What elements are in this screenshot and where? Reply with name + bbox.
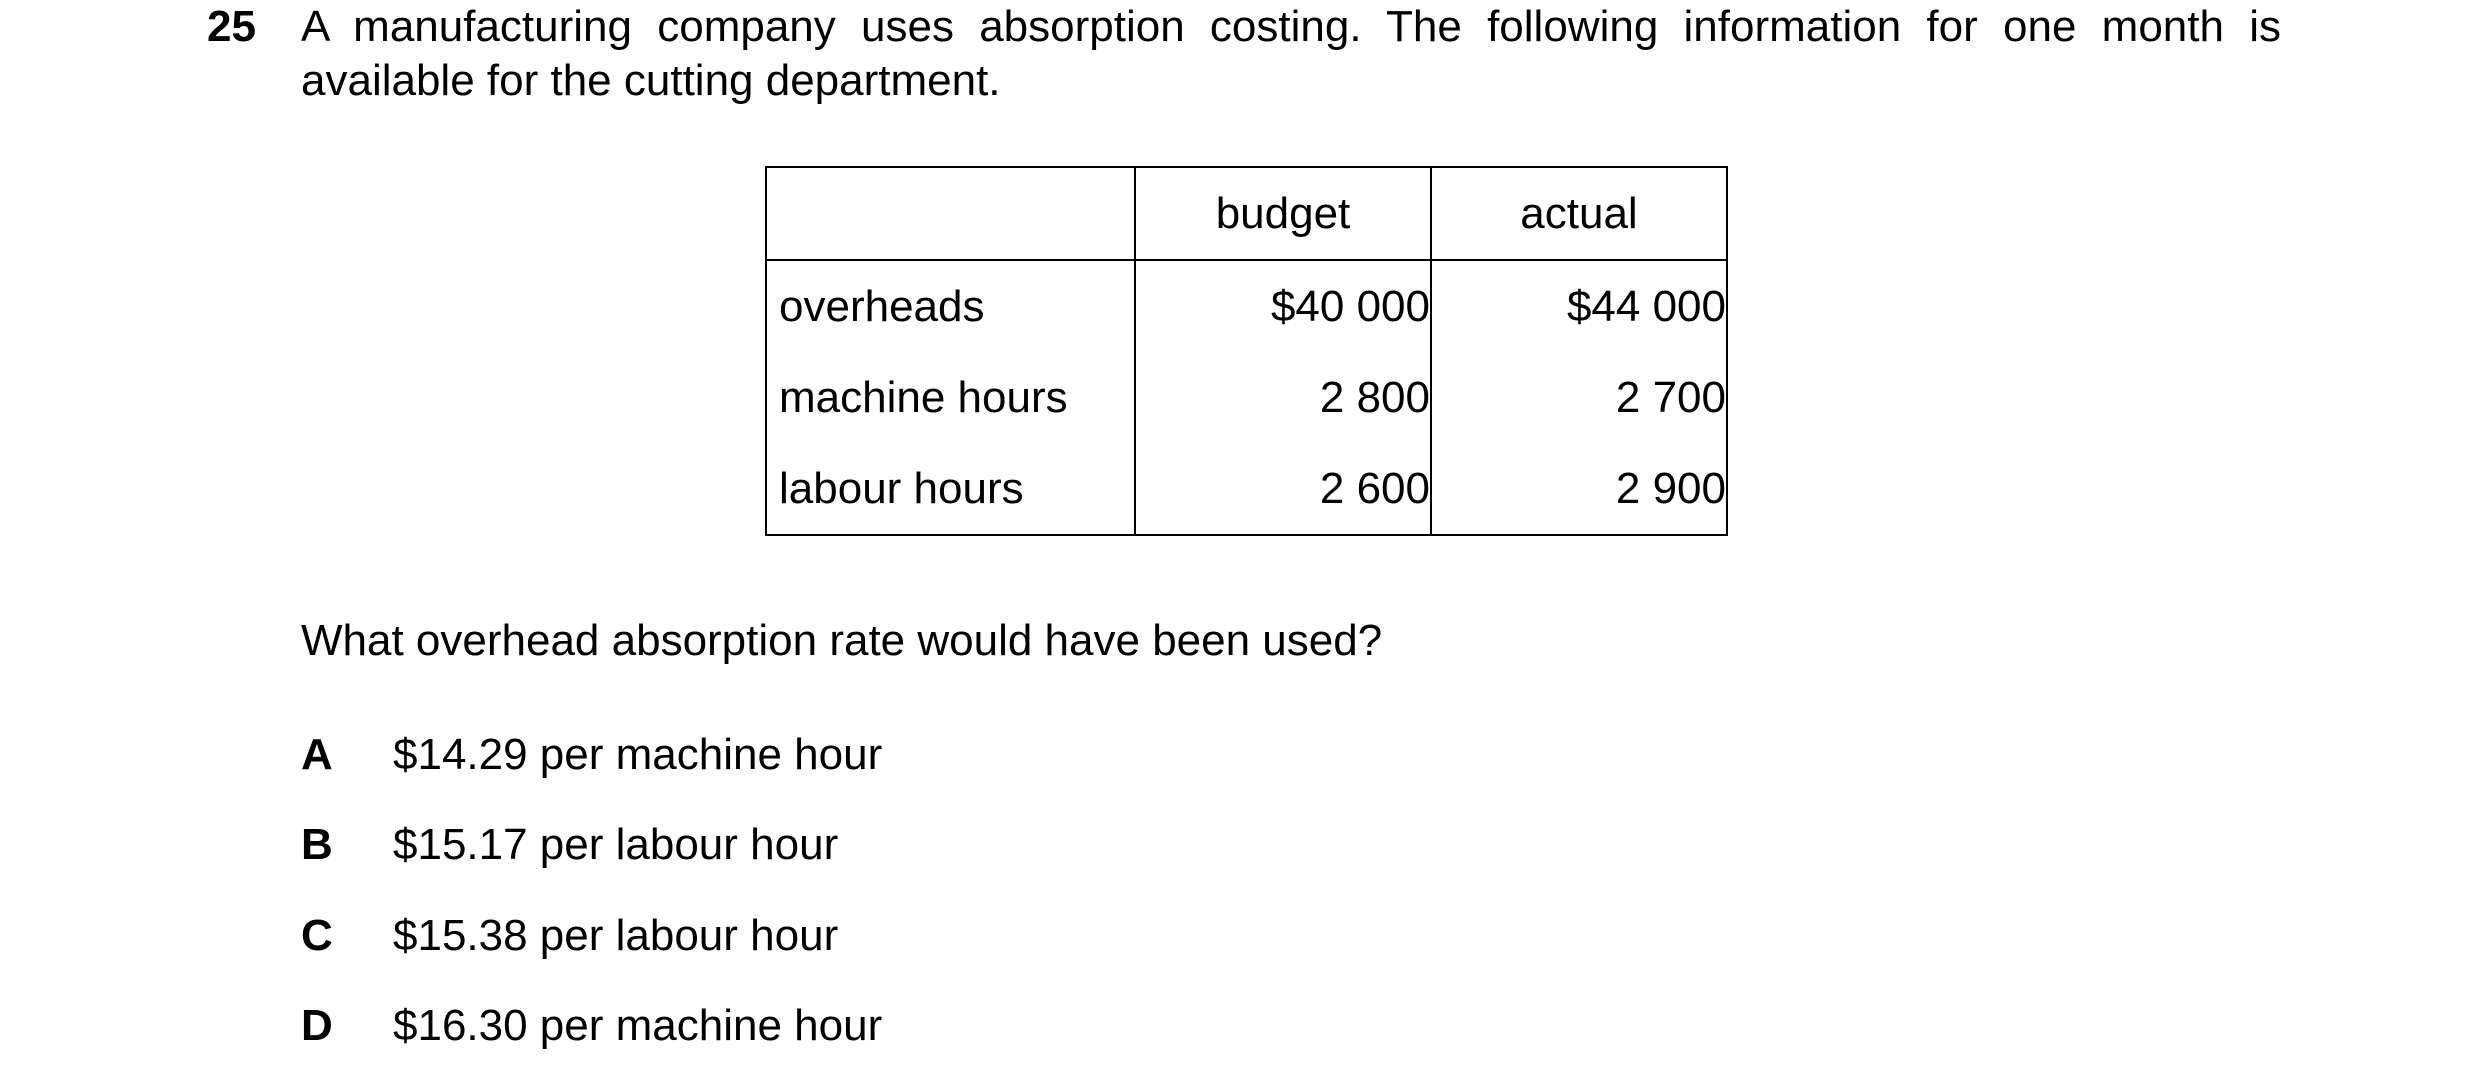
table-header-label	[766, 167, 1135, 260]
question-number: 25	[207, 2, 256, 51]
option-text: $15.17 per labour hour	[393, 820, 839, 869]
option-letter: C	[301, 911, 333, 960]
option-letter: B	[301, 820, 333, 869]
table-header-row	[766, 167, 1727, 260]
option-d[interactable]	[301, 999, 882, 1053]
table-header-budget: budget	[1135, 167, 1431, 260]
cost-table	[765, 166, 1728, 536]
budget-value: $40 000	[1270, 281, 1430, 331]
option-text: $14.29 per machine hour	[393, 730, 883, 779]
question-stem: A manufacturing company uses absorption costing. The following information for one month is available for the cutting department.	[301, 2, 2281, 105]
option-letter: D	[301, 1001, 333, 1050]
question-prompt: What overhead absorption rate would have been used?	[301, 616, 1383, 665]
actual-value: 2 900	[1615, 463, 1726, 513]
row-label: overheads	[766, 260, 1135, 352]
table-row	[766, 443, 1727, 535]
actual-value: 2 700	[1615, 372, 1726, 422]
table-row	[766, 352, 1727, 443]
row-label: machine hours	[766, 352, 1135, 443]
option-a[interactable]	[301, 728, 882, 782]
table-header-actual: actual	[1431, 167, 1727, 260]
table-row	[766, 260, 1727, 352]
option-text: $15.38 per labour hour	[393, 911, 839, 960]
row-label: labour hours	[766, 443, 1135, 535]
option-c[interactable]	[301, 909, 838, 963]
option-letter: A	[301, 730, 333, 779]
option-b[interactable]	[301, 818, 838, 872]
budget-value: 2 600	[1319, 463, 1430, 513]
option-text: $16.30 per machine hour	[393, 1001, 883, 1050]
budget-value: 2 800	[1319, 372, 1430, 422]
actual-value: $44 000	[1566, 281, 1726, 331]
